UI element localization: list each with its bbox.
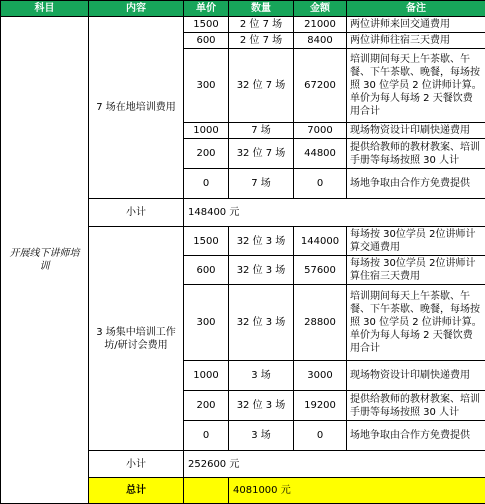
content-cell-onsite-training: 7 场在地培训费用 xyxy=(89,17,184,199)
amount-cell: 7000 xyxy=(294,123,347,139)
quantity-cell: 32 位 3 场 xyxy=(229,391,294,421)
quantity-cell: 32 位 7 场 xyxy=(229,49,294,123)
amount-cell: 144000 xyxy=(294,227,347,256)
unit-price-cell: 0 xyxy=(184,421,229,451)
amount-cell: 21000 xyxy=(294,17,347,33)
header-content: 内容 xyxy=(89,1,184,17)
amount-cell: 67200 xyxy=(294,49,347,123)
remark-cell: 现场物资设计印刷快递费用 xyxy=(347,361,485,391)
unit-price-cell: 0 xyxy=(184,169,229,199)
quantity-cell: 7 场 xyxy=(229,169,294,199)
remark-cell: 现场物资设计印刷快递费用 xyxy=(347,123,485,139)
remark-cell: 场地争取由合作方免费提供 xyxy=(347,169,485,199)
remark-cell: 培训期间每天上午茶歇、午餐、下午茶歇、晚餐，每场按照 30 位学员 2 位讲师计算。单价为每人每场 2 天餐饮费用合计 xyxy=(347,285,485,361)
remark-cell: 每场按 30位学员 2位讲师计算住宿三天费用 xyxy=(347,256,485,285)
amount-cell: 44800 xyxy=(294,139,347,169)
table-row xyxy=(1,17,485,33)
unit-price-cell: 300 xyxy=(184,49,229,123)
amount-cell: 8400 xyxy=(294,33,347,49)
amount-cell: 0 xyxy=(294,421,347,451)
header-remark: 备注 xyxy=(347,1,485,17)
quantity-cell: 2 位 7 场 xyxy=(229,17,294,33)
remark-cell: 两位讲师往宿三天费用 xyxy=(347,33,485,49)
header-subject: 科目 xyxy=(1,1,89,17)
header-row xyxy=(1,1,485,17)
unit-price-cell: 300 xyxy=(184,285,229,361)
total-value: 4081000 元 xyxy=(229,478,485,504)
quantity-cell: 3 场 xyxy=(229,361,294,391)
header-unit-price: 单价 xyxy=(184,1,229,17)
subtotal-value: 252600 元 xyxy=(184,451,485,478)
unit-price-cell: 1000 xyxy=(184,361,229,391)
unit-price-cell: 1000 xyxy=(184,123,229,139)
total-label: 总计 xyxy=(89,478,184,504)
quantity-cell: 32 位 7 场 xyxy=(229,139,294,169)
remark-cell: 每场按 30位学员 2位讲师计算交通费用 xyxy=(347,227,485,256)
amount-cell: 57600 xyxy=(294,256,347,285)
unit-price-cell: 200 xyxy=(184,391,229,421)
quantity-cell: 2 位 7 场 xyxy=(229,33,294,49)
unit-price-cell: 1500 xyxy=(184,17,229,33)
remark-cell: 两位讲师来回交通费用 xyxy=(347,17,485,33)
subtotal-label: 小计 xyxy=(89,199,184,227)
amount-cell: 3000 xyxy=(294,361,347,391)
subtotal-value: 148400 元 xyxy=(184,199,485,227)
unit-price-cell: 600 xyxy=(184,33,229,49)
amount-cell: 28800 xyxy=(294,285,347,361)
quantity-cell: 32 位 3 场 xyxy=(229,256,294,285)
quantity-cell: 7 场 xyxy=(229,123,294,139)
unit-price-cell: 200 xyxy=(184,139,229,169)
unit-price-cell: 600 xyxy=(184,256,229,285)
subtotal-label: 小计 xyxy=(89,451,184,478)
quantity-cell: 32 位 3 场 xyxy=(229,227,294,256)
remark-cell: 培训期间每天上午茶歇、午餐、下午茶歇、晚餐，每场按照 30 位学员 2 位讲师计算。单价为每人每场 2 天餐饮费用合计 xyxy=(347,49,485,123)
quantity-cell: 3 场 xyxy=(229,421,294,451)
unit-price-cell: 1500 xyxy=(184,227,229,256)
subject-cell: 开展线下讲师培训 xyxy=(1,17,89,504)
remark-cell: 场地争取由合作方免费提供 xyxy=(347,421,485,451)
header-amount: 金额 xyxy=(294,1,347,17)
remark-cell: 提供给教师的教材教案、培训手册等每场按照 30 人计 xyxy=(347,391,485,421)
amount-cell: 0 xyxy=(294,169,347,199)
amount-cell: 19200 xyxy=(294,391,347,421)
header-quantity: 数量 xyxy=(229,1,294,17)
content-cell-workshop: 3 场集中培训工作坊/研讨会费用 xyxy=(89,227,184,451)
remark-cell: 提供给教师的教材教案、培训手册等每场按照 30 人计 xyxy=(347,139,485,169)
quantity-cell: 32 位 3 场 xyxy=(229,285,294,361)
